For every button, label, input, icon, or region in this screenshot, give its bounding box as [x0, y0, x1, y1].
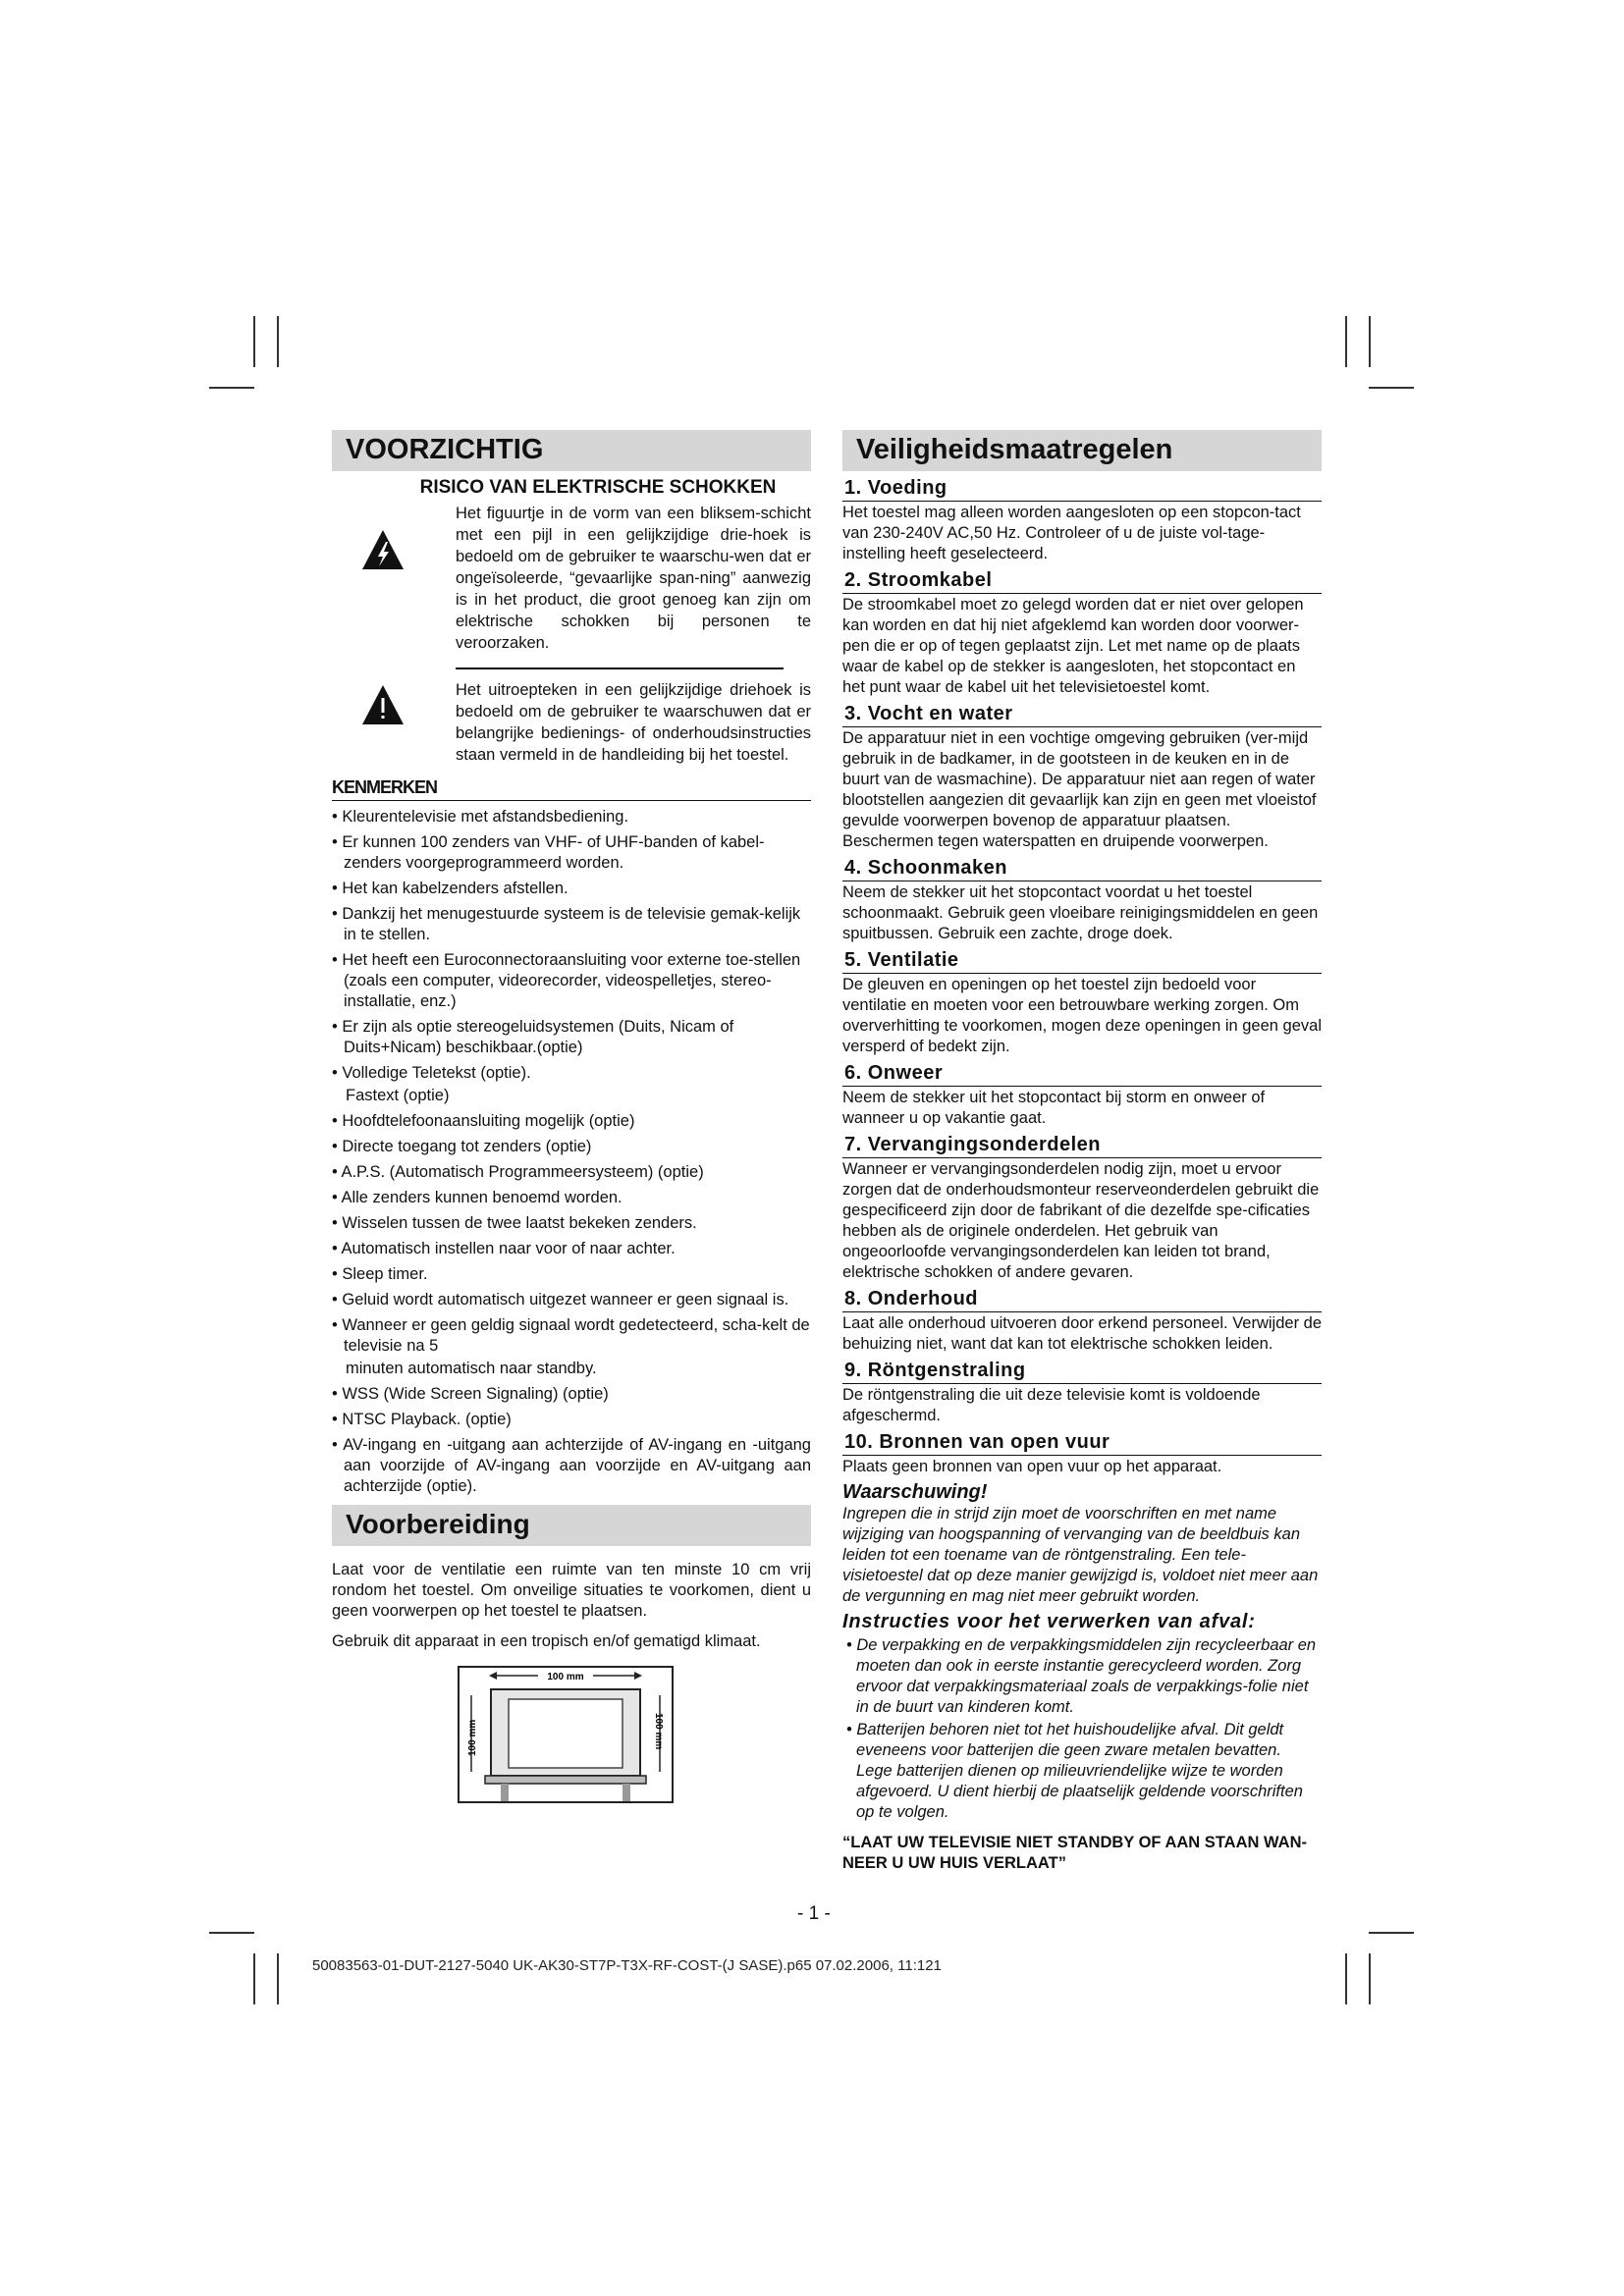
- features-list: [332, 807, 811, 1497]
- section-text: Neem de stekker uit het stopcontact bij storm en onweer of wanneer u op vakantie gaat.: [842, 1089, 1266, 1127]
- section-heading: 6. Onweer: [842, 1060, 1322, 1087]
- diagram-left-label: 100 mm: [467, 1719, 478, 1756]
- list-item: • Directe toegang tot zenders (optie): [332, 1138, 592, 1155]
- safety-title: Veiligheidsmaatregelen: [842, 430, 1322, 471]
- features-title: KENMERKEN: [332, 777, 811, 801]
- section-text: De apparatuur niet in een vochtige omgeving gebruiken (ver-mijd gebruik in de badkamer, in de gootsteen in de keuken en in de buurt van de wasmachine). De apparatuur niet aan regen of water blootstellen aangezien dit gevaarlijk kan zijn en geen met vloeistof gevulde voorwerpen bovenop de apparatuur plaatsen. Beschermen tegen waterspatten en druipende voorwerpen.: [842, 729, 1317, 850]
- section-text: Plaats geen bronnen van open vuur op het apparaat.: [842, 1458, 1222, 1475]
- crop-mark: [209, 387, 254, 389]
- crop-mark: [253, 1953, 255, 2004]
- section-text: Laat alle onderhoud uitvoeren door erkend personeel. Verwijder de behuizing niet, want dat kan tot elektrische schokken leiden.: [842, 1314, 1322, 1353]
- preparation-title: Voorbereiding: [332, 1505, 811, 1546]
- section-heading: 5. Ventilatie: [842, 947, 1322, 974]
- lightning-triangle-icon: [361, 528, 405, 571]
- warning-text: Ingrepen die in strijd zijn moet de voorschriften en met name wijziging van hoogspanning of vervanging van de beeldbuis kan leiden tot een toename van de röntgenstraling. Een tele-visietoestel dat op deze manier gewijzigd is, voldoet niet meer aan de vergunning en mag niet meer gebruikt worden.: [842, 1505, 1319, 1605]
- section-text: De röntgenstraling die uit deze televisie komt is voldoende afgeschermd.: [842, 1386, 1261, 1424]
- preparation-paragraph: Laat voor de ventilatie een ruimte van ten minste 10 cm vrij rondom het toestel. Om onveilige situaties te voorkomen, dient u geen voorwerpen op het toestel te plaatsen.: [332, 1561, 811, 1620]
- list-item: • WSS (Wide Screen Signaling) (optie): [332, 1385, 609, 1403]
- list-item: • NTSC Playback. (optie): [332, 1411, 512, 1428]
- section-text: De gleuven en openingen op het toestel zijn bedoeld voor ventilatie en moeten voor een betrouwbare werking zorgen. Om oververhitting te voorkomen, mogen deze openingen in geen geval versperd of bedekt zijn.: [842, 976, 1322, 1055]
- tv-screen: [509, 1699, 623, 1768]
- list-item: • Wanneer er geen geldig signaal wordt gedetecteerd, scha-kelt de televisie na 5: [332, 1316, 810, 1355]
- shock-risk-subtitle: RISICO VAN ELEKTRISCHE SCHOKKEN: [419, 477, 777, 498]
- section-heading: 8. Onderhoud: [842, 1286, 1322, 1312]
- list-item: • Dankzij het menugestuurde systeem is de televisie gemak-kelijk in te stellen.: [332, 905, 801, 943]
- list-item: • Sleep timer.: [332, 1265, 428, 1283]
- right-column: [842, 430, 1322, 1874]
- diagram-right-label: 100 mm: [653, 1713, 664, 1750]
- climate-paragraph: Gebruik dit apparaat in een tropisch en/of gematigd klimaat.: [332, 1632, 761, 1650]
- list-item: • Volledige Teletekst (optie).: [332, 1064, 531, 1082]
- crop-mark: [277, 1953, 279, 2004]
- list-item: • Alle zenders kunnen benoemd worden.: [332, 1189, 623, 1206]
- crop-mark: [253, 316, 255, 367]
- crop-mark: [1345, 1953, 1347, 2004]
- exclamation-warning-text: Het uitroepteken in een gelijkzijdige driehoek is bedoeld om de gebruiker te waarschuwen dat er belangrijke bedienings- of onderhoudsinstructies staan vermeld in de handleiding bij het toestel.: [456, 681, 811, 764]
- list-item: • Het kan kabelzenders afstellen.: [332, 880, 568, 897]
- section-heading: 1. Voeding: [842, 475, 1322, 502]
- list-item: • Geluid wordt automatisch uitgezet wanneer er geen signaal is.: [332, 1291, 789, 1308]
- section-text: Neem de stekker uit het stopcontact voordat u het toestel schoonmaakt. Gebruik geen vloeibare reinigingsmiddelen en geen spuitbussen. Gebruik een zachte, droge doek.: [842, 883, 1319, 942]
- list-item: • Kleurentelevisie met afstandsbediening.: [332, 808, 629, 826]
- stand-leg: [501, 1784, 509, 1801]
- crop-mark: [1369, 1932, 1414, 1934]
- list-item: • Wisselen tussen de twee laatst bekeken zenders.: [332, 1214, 697, 1232]
- footer-file-info: 50083563-01-DUT-2127-5040 UK-AK30-ST7P-T3X-RF-COST-(J SASE).p65 07.02.2006, 11:121: [312, 1957, 942, 1974]
- final-note: “LAAT UW TELEVISIE NIET STANDBY OF AAN STAAN WAN-NEER U UW HUIS VERLAAT”: [842, 1834, 1307, 1872]
- list-item: • Er zijn als optie stereogeluidsystemen (Duits, Nicam of Duits+Nicam) beschikbaar.(optie): [332, 1018, 734, 1056]
- exclamation-warning-block: [332, 679, 811, 766]
- caution-title: VOORZICHTIG: [332, 430, 811, 471]
- section-heading: 2. Stroomkabel: [842, 567, 1322, 594]
- list-item: minuten automatisch naar standby.: [346, 1360, 597, 1377]
- list-item: • A.P.S. (Automatisch Programmeersysteem) (optie): [332, 1163, 704, 1181]
- section-heading: 9. Röntgenstraling: [842, 1358, 1322, 1384]
- crop-mark: [1369, 387, 1414, 389]
- crop-mark: [277, 316, 279, 367]
- crop-mark: [1369, 1953, 1371, 2004]
- tv-stand: [485, 1776, 646, 1784]
- list-item: • Batterijen behoren niet tot het huishoudelijke afval. Dit geldt eveneens voor batterijen die geen zware metalen bevatten. Lege batterijen dienen op milieuvriendelijke wijze te worden afgevoerd. U dient hierbij de plaatselijk geldende voorschriften op te volgen.: [846, 1721, 1303, 1821]
- list-item: • AV-ingang en -uitgang aan achterzijde of AV-ingang en -uitgang aan voorzijde of AV-ingang aan voorzijde en AV-uitgang aan achterzijde (optie).: [332, 1436, 811, 1495]
- list-item: • De verpakking en de verpakkingsmiddelen zijn recycleerbaar en moeten dan ook in eerste instantie gerecycleerd worden. Zorg ervoor dat verpakkingsmateriaal zoals de verpakkings-folie niet in de buurt van kinderen komt.: [846, 1636, 1317, 1716]
- warning-heading: Waarschuwing!: [842, 1481, 988, 1503]
- section-text: De stroomkabel moet zo gelegd worden dat er niet over gelopen kan worden en dat hij niet afgeklemd kan worden door voorwer-pen die er op of tegen geplaatst zijn. Let met name op de plaats waar de kabel op de stekker is aangesloten, het stopcontact en het punt waar de kabel uit het televisietoestel komt.: [842, 596, 1304, 696]
- ventilation-diagram: [458, 1666, 674, 1803]
- crop-mark: [1345, 316, 1347, 367]
- waste-heading: Instructies voor het verwerken van afval:: [842, 1611, 1256, 1632]
- lightning-warning-text: Het figuurtje in de vorm van een bliksem-schicht met een pijl in een gelijkzijdige drie-hoek is bedoeld om de gebruiker te waarschu-wen dat er ongeïsoleerde, “gevaarlijke span-ning” aanwezig is in het product, die groot genoeg kan zijn om elektrische schokken bij personen te veroorzaken.: [456, 505, 811, 652]
- waste-list: [842, 1635, 1322, 1823]
- stand-leg: [623, 1784, 630, 1801]
- list-item: • Hoofdtelefoonaansluiting mogelijk (optie): [332, 1112, 635, 1130]
- left-column: [332, 430, 811, 1803]
- list-item: • Er kunnen 100 zenders van VHF- of UHF-banden of kabel-zenders voorgeprogrammeerd worden.: [332, 833, 765, 872]
- crop-mark: [1369, 316, 1371, 367]
- diagram-top-label: 100 mm: [547, 1672, 584, 1682]
- exclamation-triangle-icon: [361, 683, 405, 726]
- section-text: Het toestel mag alleen worden aangesloten op een stopcon-tact van 230-240V AC,50 Hz. Controleer of u de juiste vol-tage-instelling heeft geselecteerd.: [842, 504, 1301, 562]
- section-heading: 10. Bronnen van open vuur: [842, 1429, 1322, 1456]
- list-item: • Automatisch instellen naar voor of naar achter.: [332, 1240, 676, 1257]
- lightning-warning-block: [332, 503, 811, 654]
- section-heading: 3. Vocht en water: [842, 701, 1322, 727]
- section-heading: 7. Vervangingsonderdelen: [842, 1132, 1322, 1158]
- section-heading: 4. Schoonmaken: [842, 855, 1322, 881]
- list-item: Fastext (optie): [346, 1087, 450, 1104]
- divider: [456, 667, 784, 669]
- crop-mark: [209, 1932, 254, 1934]
- page-number: - 1 -: [797, 1903, 831, 1924]
- section-text: Wanneer er vervangingsonderdelen nodig zijn, moet u ervoor zorgen dat de onderhoudsmonteur reserveonderdelen gebruikt die gespecificeerd zijn door de fabrikant of die dezelfde spe-cificaties hebben als de originele onderdelen. Het gebruik van ongeoorloofde vervangingsonderdelen kan leiden tot brand, elektrische schokken of andere gevaren.: [842, 1160, 1320, 1281]
- list-item: • Het heeft een Euroconnectoraansluiting voor externe toe-stellen (zoals een computer, videorecorder, videospelletjes, stereo-installatie, enz.): [332, 951, 801, 1010]
